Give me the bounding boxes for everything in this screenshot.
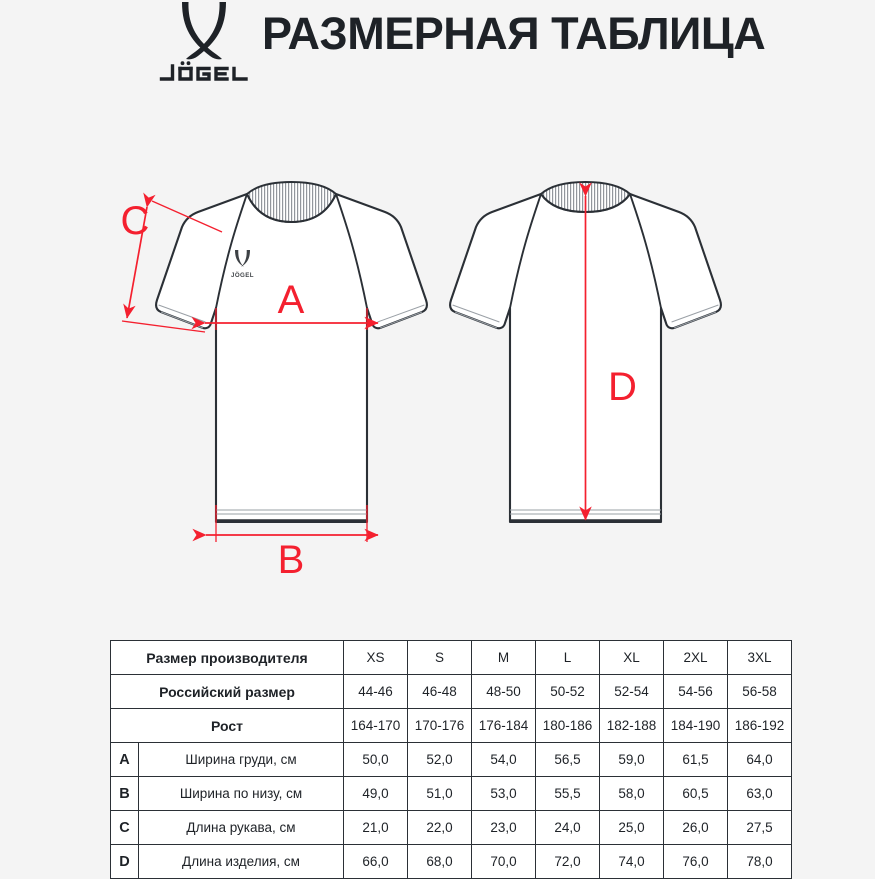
label-d: D <box>608 365 637 409</box>
table-cell: 186-192 <box>728 709 792 743</box>
table-cell: 182-188 <box>600 709 664 743</box>
table-cell: 164-170 <box>344 709 408 743</box>
table-cell: 48-50 <box>472 675 536 709</box>
table-cell: 76,0 <box>664 845 728 879</box>
table-cell: 59,0 <box>600 743 664 777</box>
tshirt-front-view <box>156 182 427 522</box>
table-cell: 50-52 <box>536 675 600 709</box>
table-cell: 50,0 <box>344 743 408 777</box>
measure-letter-c: C <box>111 811 139 845</box>
table-cell: 56-58 <box>728 675 792 709</box>
table-cell: 27,5 <box>728 811 792 845</box>
table-cell: 26,0 <box>664 811 728 845</box>
row-label-height: Рост <box>111 709 344 743</box>
table-cell: 78,0 <box>728 845 792 879</box>
cell-size-xs: XS <box>344 641 408 675</box>
label-c: C <box>120 199 150 243</box>
table-row <box>111 709 792 743</box>
table-cell: 58,0 <box>600 777 664 811</box>
table-cell: 52,0 <box>408 743 472 777</box>
table-cell: 44-46 <box>344 675 408 709</box>
table-row <box>111 743 792 777</box>
brand-logo <box>158 2 250 92</box>
table-row <box>111 845 792 879</box>
table-cell: 176-184 <box>472 709 536 743</box>
table-cell: 23,0 <box>472 811 536 845</box>
header <box>0 0 875 105</box>
cell-size-2xl: 2XL <box>664 641 728 675</box>
svg-text:JÖGEL: JÖGEL <box>231 272 254 279</box>
table-cell: 52-54 <box>600 675 664 709</box>
row-label-manufacturer-size: Размер производителя <box>111 641 344 675</box>
label-b: B <box>277 538 305 582</box>
tshirt-diagram <box>0 160 875 630</box>
table-cell: 64,0 <box>728 743 792 777</box>
table-cell: 21,0 <box>344 811 408 845</box>
table-cell: 56,5 <box>536 743 600 777</box>
table-row <box>111 641 792 675</box>
garment-illustration <box>0 160 875 630</box>
row-label-chest-width: Ширина груди, см <box>139 743 344 777</box>
table-row <box>111 675 792 709</box>
table-cell: 180-186 <box>536 709 600 743</box>
table-cell: 49,0 <box>344 777 408 811</box>
table-cell: 60,5 <box>664 777 728 811</box>
table-cell: 63,0 <box>728 777 792 811</box>
table-cell: 74,0 <box>600 845 664 879</box>
table-row <box>111 777 792 811</box>
size-table <box>110 640 792 879</box>
table-cell: 170-176 <box>408 709 472 743</box>
table-cell: 46-48 <box>408 675 472 709</box>
table-cell: 54,0 <box>472 743 536 777</box>
cell-size-l: L <box>536 641 600 675</box>
table-cell: 24,0 <box>536 811 600 845</box>
measure-letter-a: A <box>111 743 139 777</box>
jogel-wishbone-icon <box>168 2 240 64</box>
table-cell: 72,0 <box>536 845 600 879</box>
measure-letter-b: B <box>111 777 139 811</box>
row-label-garment-length: Длина изделия, см <box>139 845 344 879</box>
table-cell: 55,5 <box>536 777 600 811</box>
cell-size-3xl: 3XL <box>728 641 792 675</box>
page-title: РАЗМЕРНАЯ ТАБЛИЦА <box>262 8 766 59</box>
cell-size-s: S <box>408 641 472 675</box>
table-cell: 70,0 <box>472 845 536 879</box>
measure-letter-d: D <box>111 845 139 879</box>
row-label-russian-size: Российский размер <box>111 675 344 709</box>
cell-size-xl: XL <box>600 641 664 675</box>
table-cell: 22,0 <box>408 811 472 845</box>
table-row <box>111 811 792 845</box>
table-cell: 51,0 <box>408 777 472 811</box>
row-label-sleeve-length: Длина рукава, см <box>139 811 344 845</box>
table-cell: 54-56 <box>664 675 728 709</box>
row-label-bottom-width: Ширина по низу, см <box>139 777 344 811</box>
table-cell: 68,0 <box>408 845 472 879</box>
table-cell: 53,0 <box>472 777 536 811</box>
cell-size-m: M <box>472 641 536 675</box>
brand-wordmark <box>158 60 250 86</box>
label-a: A <box>277 278 305 322</box>
table-cell: 25,0 <box>600 811 664 845</box>
table-cell: 184-190 <box>664 709 728 743</box>
table-cell: 66,0 <box>344 845 408 879</box>
table-cell: 61,5 <box>664 743 728 777</box>
